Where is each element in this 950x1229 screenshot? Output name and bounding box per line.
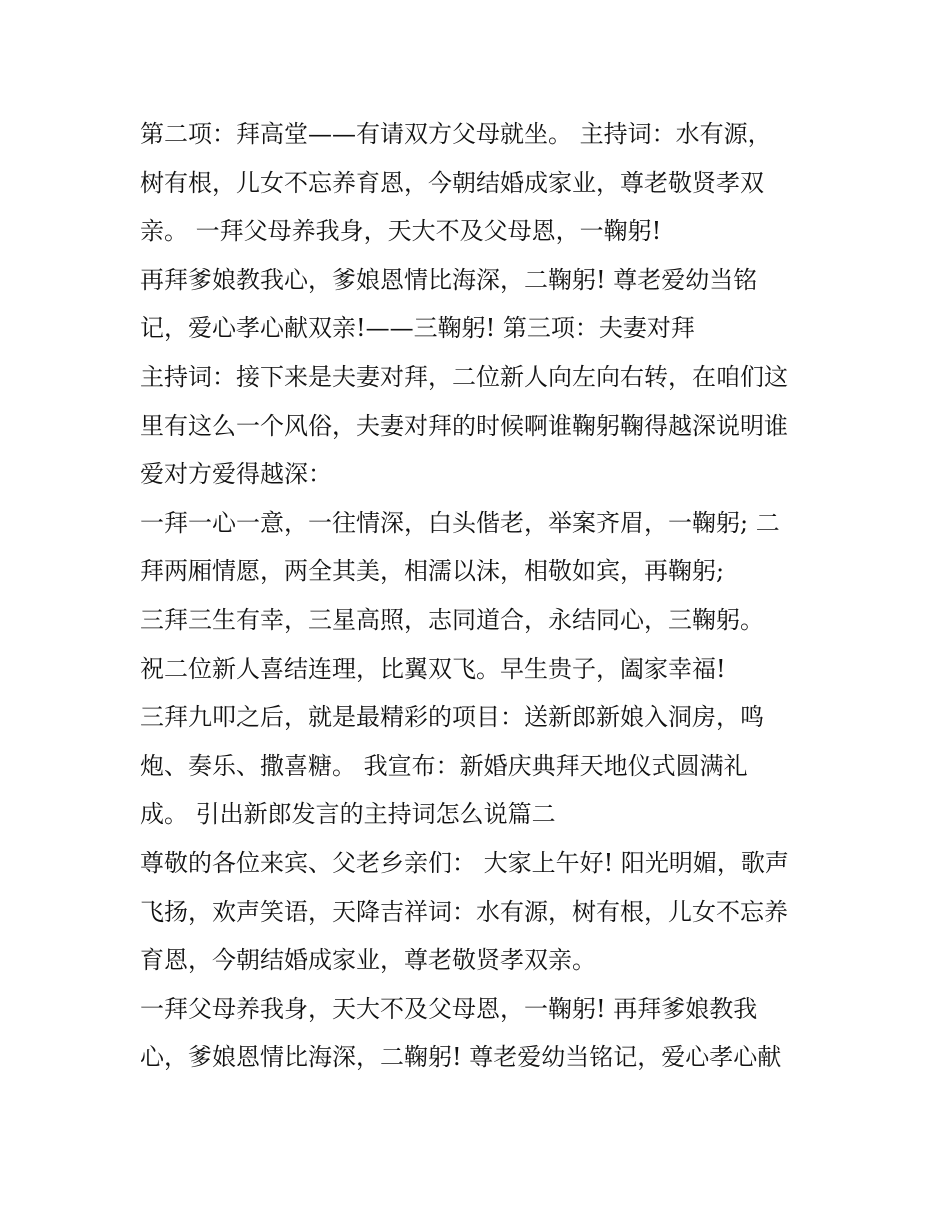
text-line: 拜两厢情愿，两全其美，相濡以沫，相敬如宾，再鞠躬; [140,557,725,586]
text-line: 一拜父母养我身，天大不及父母恩，一鞠躬! 再拜爹娘教我 [140,994,758,1023]
text-line: 一拜一心一意，一往情深，白头偕老，举案齐眉，一鞠躬; 二 [140,508,780,537]
text-line: 亲。 一拜父母养我身，天大不及父母恩，一鞠躬! [140,217,662,246]
text-line: 爱对方爱得越深： [140,460,332,489]
text-line: 心，爹娘恩情比海深，二鞠躬! 尊老爱幼当铭记，爱心孝心献 [140,1043,782,1072]
text-line: 里有这么一个风俗，夫妻对拜的时候啊谁鞠躬鞠得越深说明谁 [140,411,788,440]
text-line: 三拜九叩之后，就是最精彩的项目：送新郎新娘入洞房，鸣 [140,703,764,732]
text-line: 三拜三生有幸，三星高照，志同道合，永结同心，三鞠躬。 [140,605,764,634]
text-line: 尊敬的各位来宾、父老乡亲们： 大家上午好! 阳光明媚，歌声 [140,848,789,877]
text-line: 成。 引出新郎发言的主持词怎么说篇二 [140,800,556,829]
text-line: 记，爱心孝心献双亲!——三鞠躬! 第三项：夫妻对拜 [140,314,695,343]
text-line: 炮、奏乐、撒喜糖。 我宣布：新婚庆典拜天地仪式圆满礼 [140,751,748,780]
text-line: 树有根，儿女不忘养育恩，今朝结婚成家业，尊老敬贤孝双 [140,168,764,197]
text-line: 育恩，今朝结婚成家业，尊老敬贤孝双亲。 [140,946,596,975]
text-line: 主持词：接下来是夫妻对拜，二位新人向左向右转，在咱们这 [140,362,788,391]
text-line: 祝二位新人喜结连理，比翼双飞。早生贵子，阖家幸福! [140,654,726,683]
text-line: 第二项：拜高堂——有请双方父母就坐。 主持词：水有源， [140,120,772,148]
document-body [140,110,830,1082]
text-line: 再拜爹娘教我心，爹娘恩情比海深，二鞠躬! 尊老爱幼当铭 [140,265,758,294]
text-line: 飞扬，欢声笑语，天降吉祥词：水有源，树有根，儿女不忘养 [140,897,788,926]
